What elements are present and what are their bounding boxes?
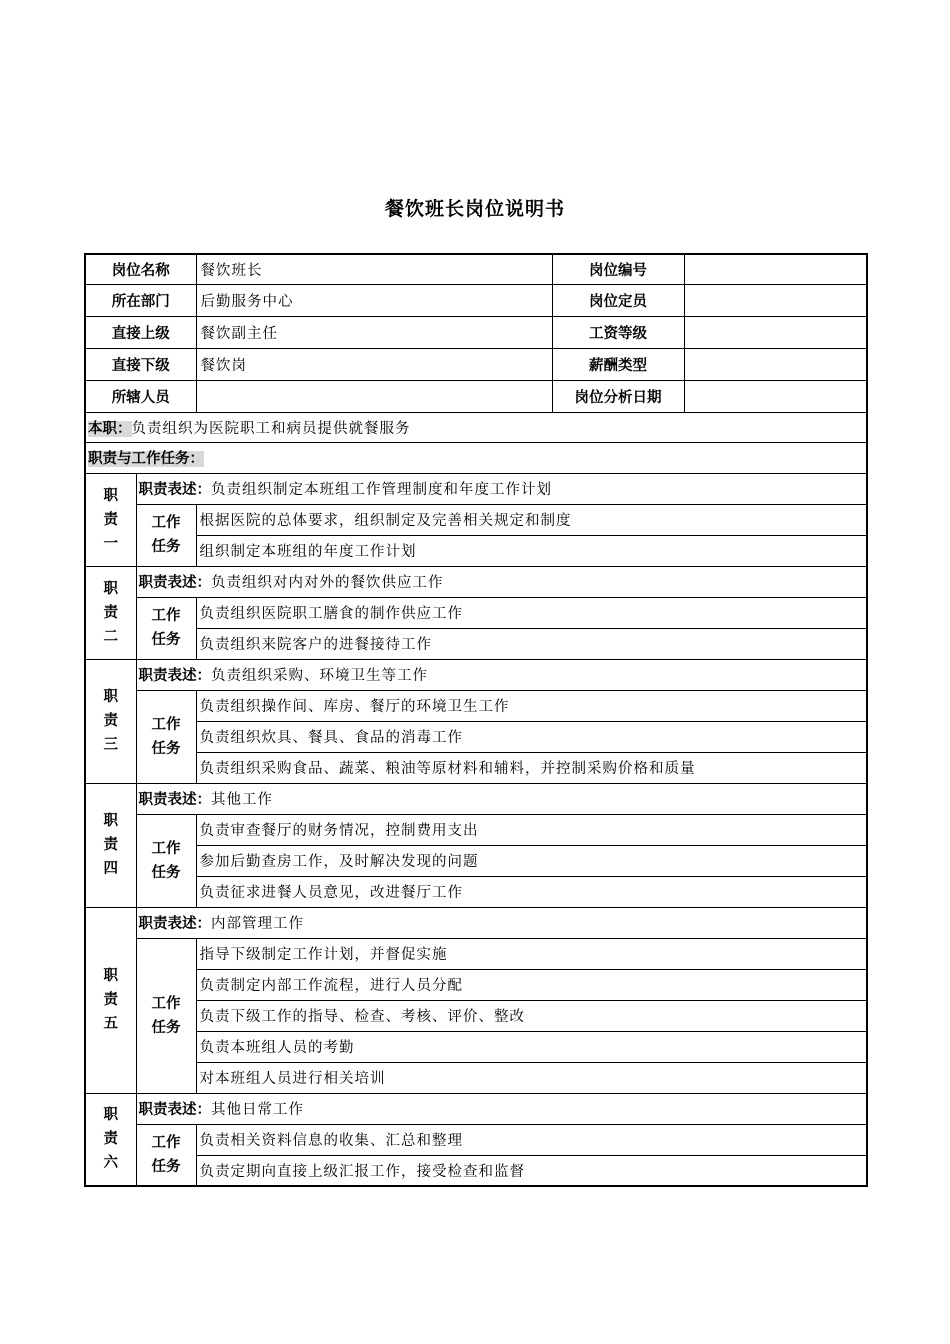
duties-heading-cell	[85, 442, 867, 473]
duty-desc-cell	[136, 566, 867, 597]
main-duty-row	[85, 412, 867, 442]
info-label-2: 岗位定员	[552, 284, 684, 316]
duty-desc-label: 职责表述：	[138, 668, 211, 684]
info-value: 餐饮班长	[196, 254, 552, 284]
task-label-line: 工作	[151, 840, 181, 857]
duty-name-char: 责	[103, 713, 118, 729]
info-row	[85, 316, 867, 348]
duty-name-char: 五	[103, 1016, 118, 1032]
task-item: 指导下级制定工作计划，并督促实施	[196, 938, 867, 969]
duty-name-char: 责	[103, 1131, 118, 1148]
page-title: 餐饮班长岗位说明书	[384, 198, 565, 220]
task-item: 根据医院的总体要求，组织制定及完善相关规定和制度	[196, 504, 867, 535]
duty-desc-text: 其他工作	[211, 792, 273, 808]
task-label-line: 工作	[151, 995, 181, 1012]
info-label: 直接下级	[85, 348, 196, 380]
duty-name-char: 责	[103, 992, 118, 1008]
duty-name-char: 责	[103, 837, 118, 853]
info-value: 后勤服务中心	[196, 284, 552, 316]
duty-desc-label: 职责表述：	[138, 792, 211, 808]
duty-name-char: 二	[103, 628, 118, 645]
duty-desc-label: 职责表述：	[138, 916, 211, 932]
task-label-line: 工作	[151, 1134, 181, 1151]
duty-desc-cell	[136, 783, 867, 814]
task-item: 负责制定内部工作流程，进行人员分配	[196, 969, 867, 1000]
duty-name-char: 职	[103, 813, 118, 829]
task-label	[136, 690, 196, 783]
info-value-2	[684, 348, 867, 380]
task-item: 负责组织采购食品、蔬菜、粮油等原材料和辅料，并控制采购价格和质量	[196, 752, 867, 783]
task-label-line: 任务	[151, 539, 181, 555]
task-row	[85, 969, 867, 1000]
duty-name-char: 职	[103, 689, 118, 705]
task-row	[85, 721, 867, 752]
info-value: 餐饮岗	[196, 348, 552, 380]
duty-desc-text: 负责组织制定本班组工作管理制度和年度工作计划	[211, 482, 552, 498]
task-item: 对本班组人员进行相关培训	[196, 1062, 867, 1093]
task-label-line: 工作	[151, 608, 181, 624]
main-duty-label: 本职：	[88, 420, 132, 437]
task-row	[85, 1031, 867, 1062]
duty-name-char: 职	[103, 487, 118, 504]
info-label: 所辖人员	[85, 380, 196, 412]
task-label-line: 工作	[151, 716, 181, 733]
duty-name-char: 职	[103, 1107, 118, 1124]
info-value: 餐饮副主任	[196, 316, 552, 348]
task-item: 负责组织医院职工膳食的制作供应工作	[196, 597, 867, 628]
info-row	[85, 380, 867, 412]
task-row	[85, 597, 867, 628]
task-row	[85, 628, 867, 659]
info-value-2	[684, 254, 867, 284]
task-row	[85, 504, 867, 535]
task-item: 负责下级工作的指导、检查、考核、评价、整改	[196, 1000, 867, 1031]
task-label-line: 任务	[151, 864, 181, 881]
task-item: 组织制定本班组的年度工作计划	[196, 535, 867, 566]
info-row	[85, 348, 867, 380]
task-item: 负责征求进餐人员意见，改进餐厅工作	[196, 876, 867, 907]
duty-desc-row	[85, 907, 867, 938]
duty-name	[85, 566, 136, 659]
main-duty-cell	[85, 412, 867, 442]
task-row	[85, 876, 867, 907]
task-item: 负责组织操作间、库房、餐厅的环境卫生工作	[196, 690, 867, 721]
task-row	[85, 845, 867, 876]
duty-name	[85, 659, 136, 783]
duty-desc-cell	[136, 1093, 867, 1124]
duty-desc-row	[85, 659, 867, 690]
duty-desc-label: 职责表述：	[138, 1102, 211, 1118]
task-item: 负责审查餐厅的财务情况，控制费用支出	[196, 814, 867, 845]
main-duty-text: 负责组织为医院职工和病员提供就餐服务	[131, 420, 411, 437]
task-row	[85, 814, 867, 845]
task-label	[136, 1124, 196, 1186]
duty-desc-cell	[136, 907, 867, 938]
duty-name	[85, 783, 136, 907]
duty-desc-cell	[136, 473, 867, 504]
duties-heading: 职责与工作任务：	[88, 451, 204, 467]
task-row	[85, 1000, 867, 1031]
duty-name-char: 四	[103, 861, 118, 877]
duty-desc-text: 负责组织采购、环境卫生等工作	[211, 668, 428, 684]
task-label	[136, 504, 196, 566]
task-label-line: 任务	[151, 632, 181, 648]
task-label-line: 任务	[151, 740, 181, 757]
task-label	[136, 938, 196, 1093]
duty-desc-label: 职责表述：	[138, 575, 211, 591]
duty-name-char: 职	[103, 968, 118, 984]
task-row	[85, 1062, 867, 1093]
duty-name-char: 责	[103, 604, 118, 621]
duty-desc-row	[85, 566, 867, 597]
task-label-line: 任务	[151, 1019, 181, 1036]
duty-name-char: 六	[103, 1155, 118, 1172]
info-row	[85, 254, 867, 284]
task-label	[136, 814, 196, 907]
duty-desc-text: 负责组织对内对外的餐饮供应工作	[211, 575, 444, 591]
info-value-2	[684, 380, 867, 412]
task-row	[85, 752, 867, 783]
info-value	[196, 380, 552, 412]
task-row	[85, 1155, 867, 1186]
task-label-line: 任务	[151, 1158, 181, 1175]
task-item: 负责组织炊具、餐具、食品的消毒工作	[196, 721, 867, 752]
task-item: 负责定期向直接上级汇报工作，接受检查和监督	[196, 1155, 867, 1186]
info-value-2	[684, 316, 867, 348]
info-label-2: 薪酬类型	[552, 348, 684, 380]
info-label: 所在部门	[85, 284, 196, 316]
task-label	[136, 597, 196, 659]
job-description-table	[84, 253, 868, 1187]
duty-name-char: 职	[103, 580, 118, 597]
task-row	[85, 690, 867, 721]
duty-name	[85, 907, 136, 1093]
duty-desc-row	[85, 1093, 867, 1124]
info-label-2: 岗位分析日期	[552, 380, 684, 412]
info-label: 岗位名称	[85, 254, 196, 284]
duty-name-char: 一	[103, 535, 118, 552]
duty-desc-text: 其他日常工作	[211, 1102, 304, 1118]
duty-name	[85, 473, 136, 566]
task-row	[85, 938, 867, 969]
duty-desc-row	[85, 783, 867, 814]
duty-desc-row	[85, 473, 867, 504]
task-row	[85, 535, 867, 566]
info-label-2: 岗位编号	[552, 254, 684, 284]
info-row	[85, 284, 867, 316]
task-item: 负责本班组人员的考勤	[196, 1031, 867, 1062]
task-item: 负责相关资料信息的收集、汇总和整理	[196, 1124, 867, 1155]
duty-desc-label: 职责表述：	[138, 482, 211, 498]
task-label-line: 工作	[151, 515, 181, 531]
duty-name	[85, 1093, 136, 1186]
task-row	[85, 1124, 867, 1155]
info-label: 直接上级	[85, 316, 196, 348]
duty-desc-text: 内部管理工作	[211, 916, 304, 932]
info-label-2: 工资等级	[552, 316, 684, 348]
task-item: 负责组织来院客户的进餐接待工作	[196, 628, 867, 659]
task-item: 参加后勤查房工作，及时解决发现的问题	[196, 845, 867, 876]
duty-name-char: 三	[103, 737, 118, 753]
info-value-2	[684, 284, 867, 316]
duty-desc-cell	[136, 659, 867, 690]
duties-heading-row	[85, 442, 867, 473]
duty-name-char: 责	[103, 511, 118, 528]
